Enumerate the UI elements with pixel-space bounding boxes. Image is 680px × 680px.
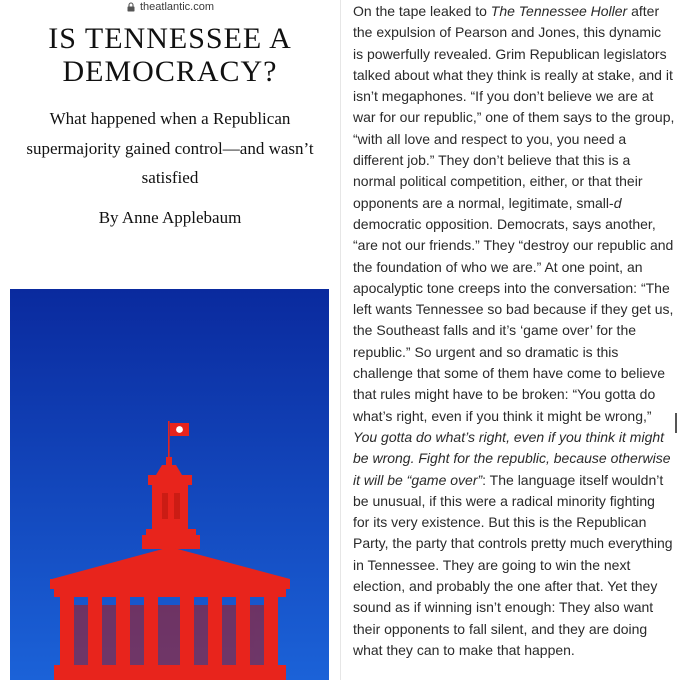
italic-quote: You gotta do what’s right, even if you think it might be wrong. Fight for the republic, because otherwise it will be “game over” <box>353 428 671 488</box>
article-title: IS TENNESSEE A DEMOCRACY? <box>48 22 292 88</box>
capitol-building-image <box>10 289 329 680</box>
article-subtitle: What happened when a Republican supermajority gained control—and wasn’t satisfied <box>26 109 314 187</box>
body-paragraph <box>353 1 675 661</box>
lock-icon <box>126 2 136 12</box>
url-text[interactable]: theatlantic.com <box>140 0 214 13</box>
publication-name: The Tennessee Holler <box>490 3 628 19</box>
article-body <box>353 1 675 661</box>
url-bar[interactable] <box>0 0 340 14</box>
body-text: democratic opposition. Democrats, says another, “are not our friends.” They “destroy our republic and the foundation of who we are.” At one point, an apocalyptic tone creeps into the conversation: “The left wants Tennessee so bad because if they get us, the Southeast falls and it’s ‘game over’ for the republic.” So urgent and so dramatic is this challenge that some of them have come to believe that rules might have to be broken: “You gotta do what’s right, even if you think it might be wrong,” <box>353 215 674 424</box>
scrollbar-thumb[interactable] <box>675 413 677 433</box>
column-divider <box>340 0 341 680</box>
body-text: On the tape leaked to <box>353 3 491 19</box>
body-text: : The language itself wouldn’t be unusual, if this were a radical minority fighting for its very existence. But this is the Republican Party, the party that controls pretty much everything in Tennessee. They are going to win the next election, and probably the one after that. Yet they sound as if winning isn’t enough: They also want their opponents to fall silent, and they are doing what they can to make that happen. <box>353 471 673 658</box>
article-byline: By Anne Applebaum <box>98 208 242 227</box>
body-text: after the expulsion of Pearson and Jones, this dynamic is powerfully revealed. Grim Republican legislators talked about what they think is really at stake, and it isn’t megaphones. “If you don’t believe we are at war for our republic,” one of them says to the group, “with all love and respect to you, you need a different job.” They don’t believe that this is a normal political competition, either, or that their opponents are a normal, legitimate, small- <box>353 3 675 211</box>
italic-letter: d <box>613 194 622 211</box>
